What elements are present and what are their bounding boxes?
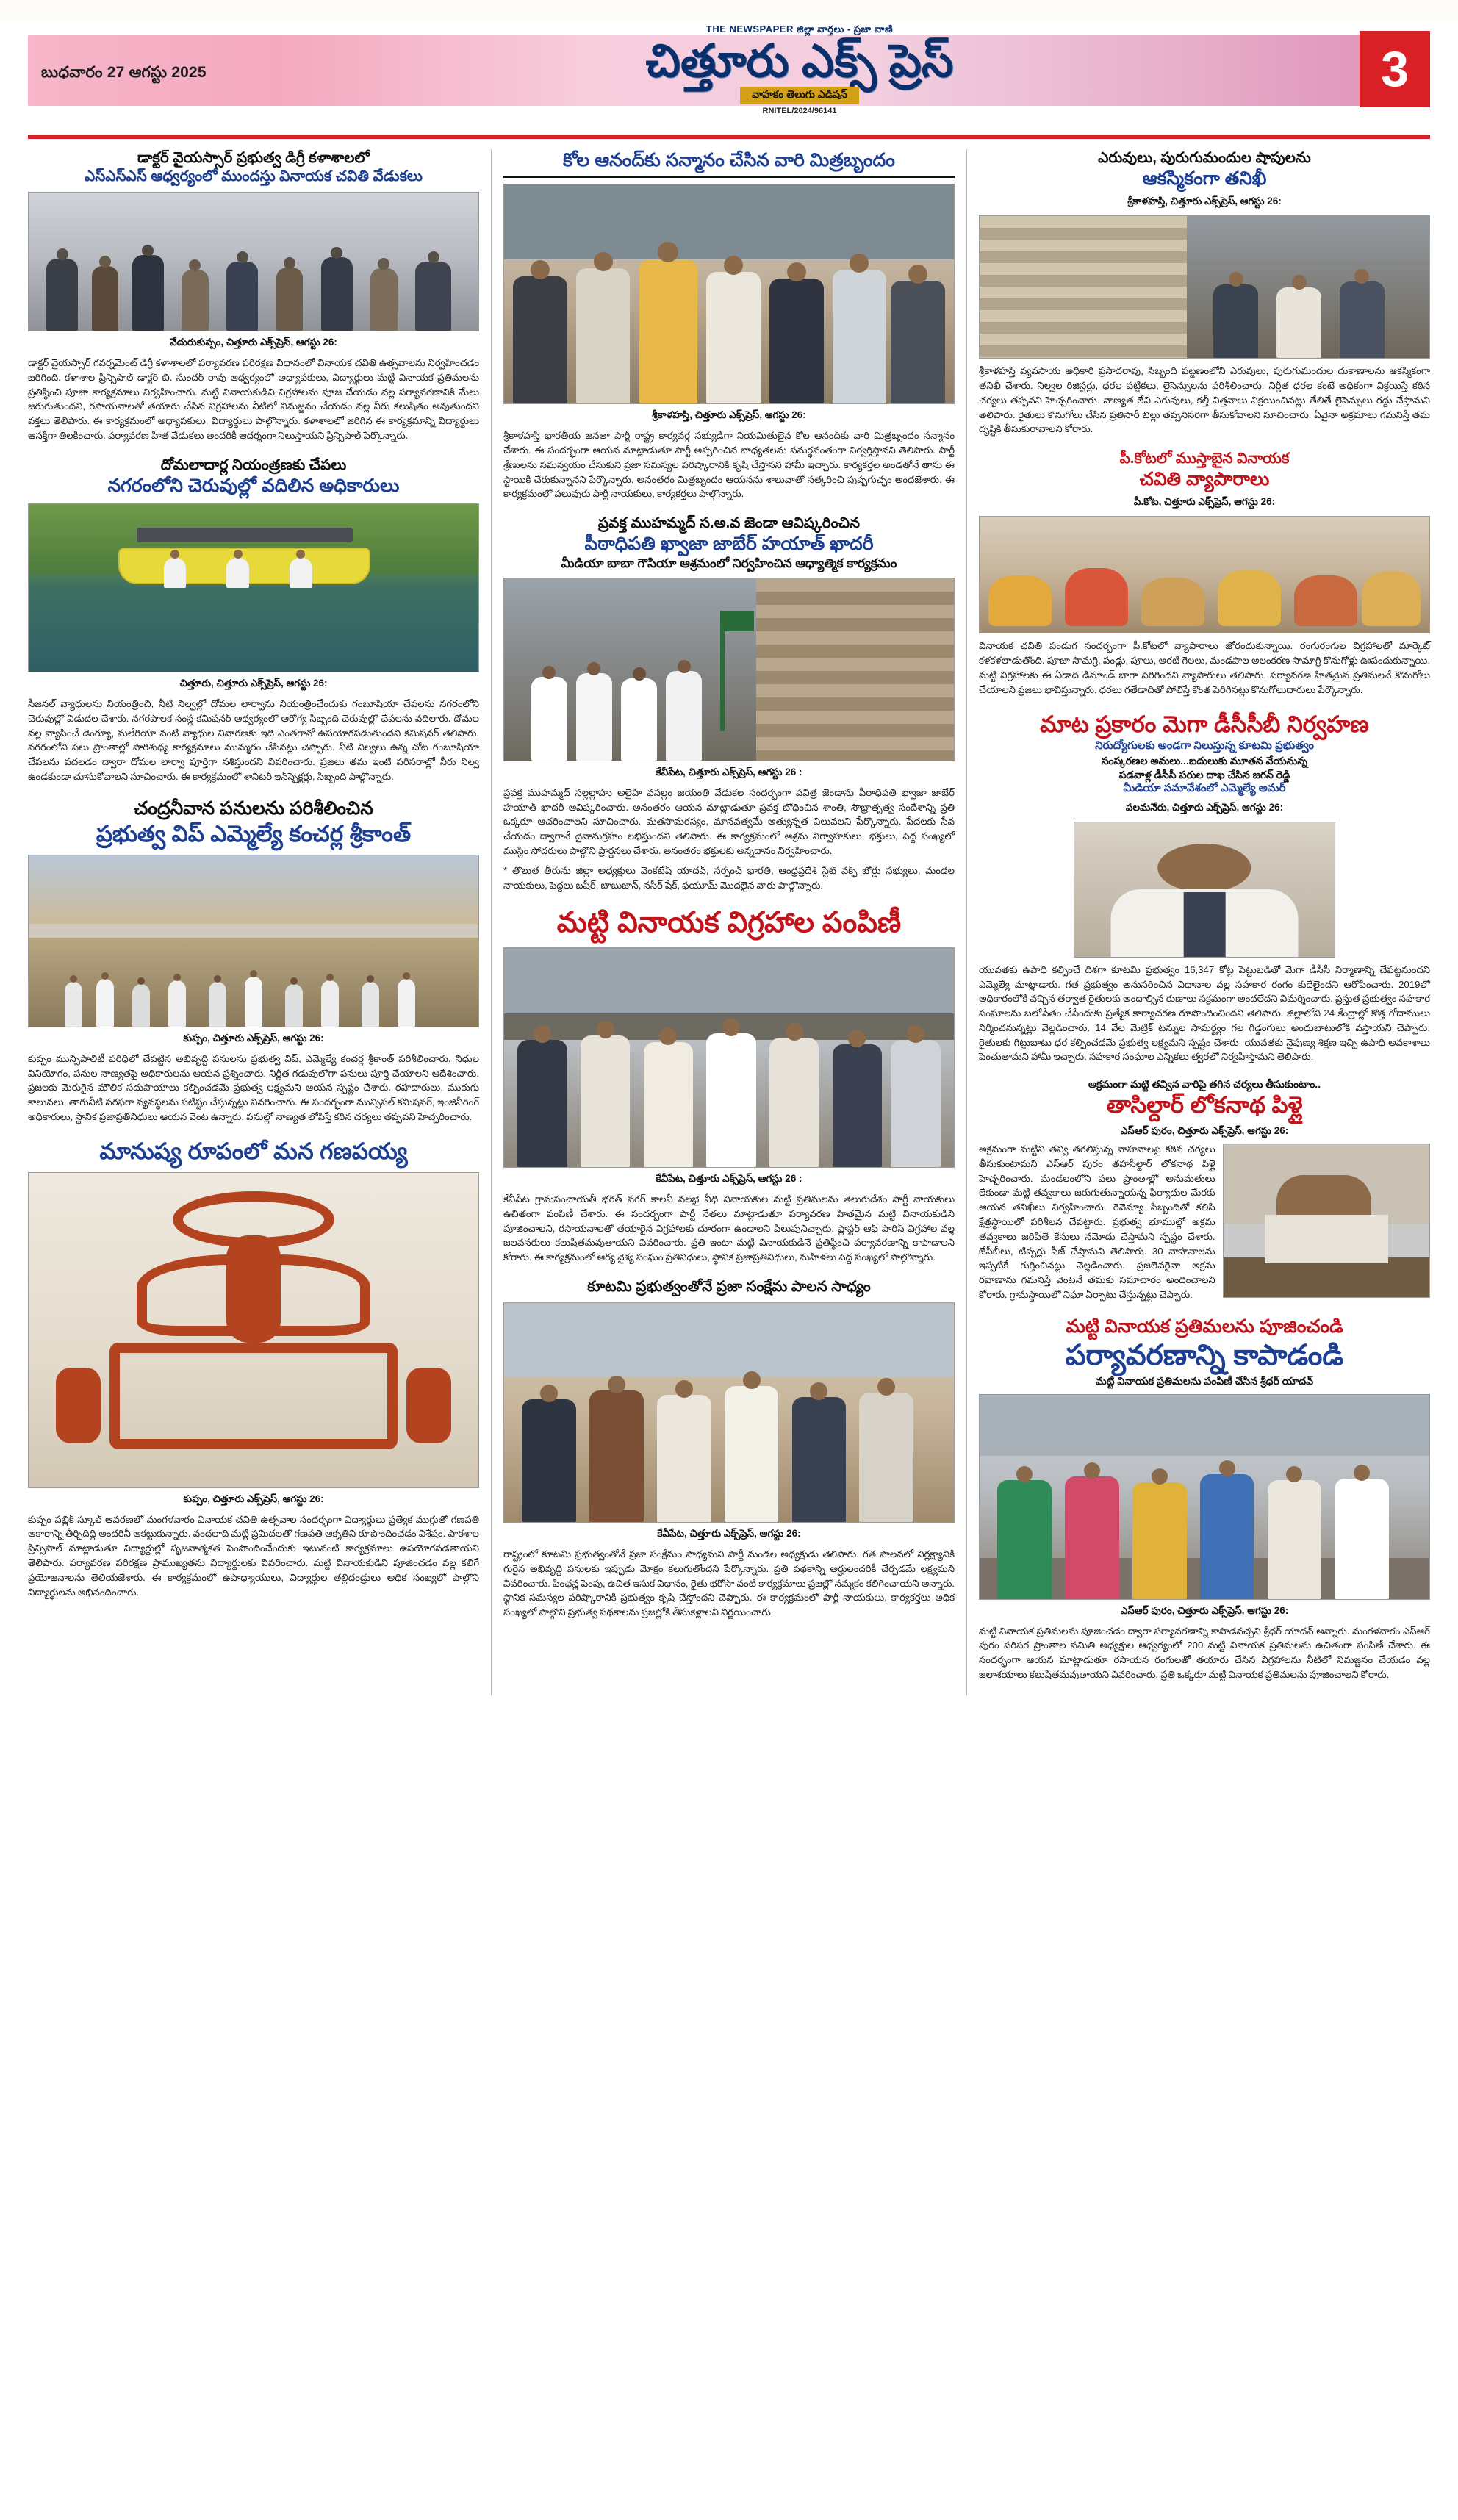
masthead: [28, 19, 1430, 129]
article-photo: [503, 578, 955, 761]
headline-line: దోమలాదార్ల నియంత్రణకు చేపలు: [160, 456, 347, 473]
headline-line: ఎరువులు, పురుగుమందుల షాపులను: [1098, 150, 1311, 166]
headline-line: పర్యావరణాన్ని కాపాడండి: [1065, 1339, 1344, 1371]
article-rangoli: [28, 1138, 479, 1600]
headline-line: మట్టి వినాయక విగ్రహాల పంపిణీ: [556, 907, 902, 939]
article-body: అక్రమంగా మట్టిని తవ్వి తరలిస్తున్న వాహనాలపై కఠిన చర్యలు తీసుకుంటామని ఎస్ఆర్ పురం తహసీల్దార్ లోకనాథ పిళ్లై హెచ్చరించారు. మండలంలోని పలు ప్రాంతాల్లో అనుమతులు లేకుండా మట్టి తవ్వకాలు జరుగుతున్నాయన్న ఫిర్యాదుల మేరకు ఆయన తనిఖీలు నిర్వహించారు. రెవెన్యూ సిబ్బందితో కలిసి క్షేత్రస్థాయిలో పరిశీలన చేపట్టారు. ప్రభుత్వ భూముల్లో అక్రమ తవ్వకాలు జరిపితే కేసులు నమోదు చేస్తామని స్పష్టం చేశారు. జేసీబీలు, టిప్పర్లు సీజ్ చేస్తామని తెలిపారు. 30 వాహనాలను ఇప్పటికే గుర్తించినట్లు వెల్లడించారు. ప్రజలెవరైనా అక్రమ రవాణాను గమనిస్తే వెంటనే తమకు సమాచారం అందించాలని కోరారు. గ్రామస్థాయిలో నిఘా ఏర్పాటు చేస్తున్నట్లు చెప్పారు.: [979, 1143, 1215, 1300]
article-body: శ్రీకాళహస్తి వ్యవసాయ అధికారి ప్రసాదరావు, సిబ్బంది పట్టణంలోని ఎరువులు, పురుగుమందుల దుకాణాలను ఆకస్మికంగా తనిఖీ చేశారు. నిల్వల రిజిస్టర్లు, ధరల పట్టికలు, లైసెన్సులను పరిశీలించారు. నిర్ణీత ధరల కంటే అధికంగా విక్రయిస్తే కఠిన చర్యలు తప్పవని హెచ్చరించారు. నాణ్యత లేని ఎరువులు, కల్తీ విత్తనాలు విక్రయించినట్లు తేలితే లైసెన్సులు రద్దు చేస్తామని తెలిపారు. రైతులు కొనుగోలు చేసిన ప్రతిసారీ బిల్లు తప్పనిసరిగా తీసుకోవాలని సూచించారు. ఏవైనా అక్రమాలు గమనిస్తే తమ దృష్టికి తీసుకురావాలని కోరారు.: [979, 365, 1431, 435]
page-number-badge: 3: [1360, 31, 1430, 107]
article-body: కుప్పం మున్సిపాలిటీ పరిధిలో చేపట్టిన అభివృద్ధి పనులను ప్రభుత్వ విప్, ఎమ్మెల్యే కంచర్ల శ్రీకాంత్ పరిశీలించారు. నిధుల వినియోగం, పనుల నాణ్యతపై అధికారులను ఆయన ప్రశ్నించారు. నిర్ణీత గడువులోగా పనులు పూర్తి చేయాలని ఆదేశించారు. ప్రజలకు మెరుగైన మౌలిక సదుపాయాలు కల్పించడమే ప్రభుత్వ లక్ష్యమని ఆయన స్పష్టం చేశారు. రహదారులు, మురుగు కాలువలు, తాగునీటి సరఫరా వ్యవస్థలను పటిష్టం చేస్తున్నట్లు వివరించారు. ఈ సందర్భంగా మున్సిపల్ కమిషనర్, ఇంజినీరింగ్ అధికారులు, స్థానిక ప్రజాప్రతినిధులు ఆయన వెంట ఉన్నారు. పనుల్లో నాణ్యత లోపిస్తే కఠిన చర్యలు తప్పవని హెచ్చరించారు.: [28, 1052, 480, 1122]
article-anand-felicitation: [503, 149, 955, 501]
masthead-kicker: THE NEWSPAPER జిల్లా వార్తలు - ప్రజా వాణి: [705, 24, 894, 35]
column-1: [28, 149, 479, 1695]
headline-rule: [503, 176, 955, 178]
column-divider: [966, 149, 967, 1695]
article-welfare: [503, 1278, 955, 1620]
headline-line: ఎస్ఎస్ఎస్ ఆధ్వర్యంలో ముందస్తు వినాయక చవితి వేడుకలు: [85, 168, 423, 184]
headline-subline: మీడియా బాబా గౌసియా ఆశ్రమంలో నిర్వహించిన ఆధ్యాత్మిక కార్యక్రమం: [561, 556, 897, 571]
newspaper-page: [0, 19, 1458, 2520]
article-body: యువతకు ఉపాధి కల్పించే దిశగా కూటమి ప్రభుత్వం 16,347 కోట్ల పెట్టుబడితో మెగా డీసీసీ నిర్మాణాన్ని చేపట్టనుందని ఎమ్మెల్యే మాట్లాడారు. గత ప్రభుత్వం అనుసరించిన విధానాల వల్ల సహకార రంగం కుదేలైందని ఆరోపించారు. 2019లో అధికారంలోకి వచ్చిన తర్వాత రైతులకు అందాల్సిన రుణాలు సక్రమంగా అందలేదని విమర్శించారు. ప్రస్తుత ప్రభుత్వం సహకార సంఘాలను బలోపేతం చేసేందుకు ప్రత్యేక కార్యాచరణ రూపొందించిందని తెలిపారు. జిల్లాలోని 24 కేంద్రాల్లో కొత్త గోదాములు నిర్మించనున్నట్లు వెల్లడించారు. 14 వేల మెట్రిక్ టన్నుల సామర్థ్యం గల గిడ్డంగులు అందుబాటులోకి వస్తాయని చెప్పారు. రైతులకు గిట్టుబాటు ధర కల్పించడమే ప్రభుత్వ లక్ష్యమని స్పష్టం చేశారు. యువతకు నైపుణ్య శిక్షణ ఇచ్చి ఉపాధి అవకాశాలు పెంచుతామని హామీ ఇచ్చారు. సహకార సంఘాల ఎన్నికలు త్వరలో నిర్వహిస్తామని తెలిపారు.: [979, 963, 1431, 1063]
article-body: వినాయక చవితి పండుగ సందర్భంగా పీ.కోటలో వ్యాపారాలు జోరందుకున్నాయి. రంగురంగుల విగ్రహాలతో మార్కెట్ కళకళలాడుతోంది. పూజా సామగ్రి, పండ్లు, పూలు, అరటి గెలలు, మండపాల అలంకరణ సామాగ్రి కొనుగోళ్లు ఊపందుకున్నాయి. మట్టి విగ్రహాలకు ఈ ఏడాది డిమాండ్ బాగా పెరిగిందని వ్యాపారులు తెలిపారు. పర్యావరణ హితమైన ప్రతిమలనే కొనుగోలు చేయాలని ప్రజలు భావిస్తున్నారు. ధరలు గతేడాదితో పోలిస్తే కొంత పెరిగినట్లు కొనుగోలుదారులు పేర్కొన్నారు.: [979, 640, 1431, 695]
headline-line: ప్రవక్త ముహమ్మద్ స.అ.వ జెండా ఆవిష్కరించిన: [597, 515, 861, 532]
article-pakota: [979, 450, 1430, 697]
article-photo: [28, 192, 479, 331]
article-photo: [28, 855, 479, 1027]
newspaper-title: చిత్తూరు ఎక్స్ ప్రెస్: [645, 36, 954, 87]
article-dateline: కుప్పం, చిత్తూరు ఎక్స్‌ప్రెస్, ఆగస్టు 26:: [183, 1493, 324, 1504]
article-dateline: ఎస్ఆర్ పురం, చిత్తూరు ఎక్స్‌ప్రెస్, ఆగస్టు 26:: [1120, 1604, 1289, 1616]
article-dateline: కుప్పం, చిత్తూరు ఎక్స్‌ప్రెస్, ఆగస్టు 26:: [183, 1032, 324, 1044]
article-body: సీజనల్ వ్యాధులను నియంత్రించి, నీటి నిల్వల్లో దోమల లార్వాను నియంత్రించేందుకు గంబూషియా చేపలను నగరంలోని చెరువుల్లో విడుదల చేశారు. నగరపాలక సంస్థ కమిషనర్ ఆధ్వర్యంలో ఆరోగ్య సిబ్బంది చెరువుల్లో చేపలను వదిలారు. దోమల వల్ల వ్యాపించే డెంగ్యూ, మలేరియా వంటి వ్యాధుల నివారణకు ఇది ఎంతగానో ఉపయోగపడుతుందని కమిషనర్ తెలిపారు. నగరంలోని పలు ప్రాంతాల్లో పారిశుధ్య కార్యక్రమాలు ముమ్మరం చేసినట్లు చెప్పారు. నీటి నిల్వలు ఉన్న చోట గంబూషియా చేపలను వదలడం ద్వారా దోమల లార్వా పూర్తిగా నశిస్తుందని వివరించారు. ప్రజలు తమ ఇంటి పరిసరాల్లో నీరు నిల్వ ఉండకుండా చూసుకోవాలని సూచించారు. ఈ కార్యక్రమంలో శానిటరీ ఇన్‌స్పెక్టర్లు, సిబ్బంది పాల్గొన్నారు.: [28, 698, 480, 783]
article-photo: [979, 1394, 1430, 1600]
article-body: రాష్ట్రంలో కూటమి ప్రభుత్వంతోనే ప్రజా సంక్షేమం సాధ్యమని పార్టీ మండల అధ్యక్షుడు తెలిపారు. గత పాలనలో నిర్లక్ష్యానికి గురైన అభివృద్ధి పనులకు ఇప్పుడు మోక్షం కలుగుతోందని పేర్కొన్నారు. ప్రతి పథకాన్ని అర్హులందరికీ చేర్చడమే లక్ష్యమని వివరించారు. పింఛన్ల పెంపు, ఉచిత ఇసుక విధానం, రైతు భరోసా వంటి కార్యక్రమాలు ప్రజల్లో నమ్మకం కలిగించాయని అన్నారు. స్థానిక సమస్యల పరిష్కారానికి ప్రభుత్వం కృషి చేస్తోందని చెప్పారు. ఈ కార్యక్రమంలో పార్టీ నాయకులు, కార్యకర్తలు అధిక సంఖ్యలో పాల్గొని ప్రభుత్వ పథకాలను ప్రజల్లోకి తీసుకెళ్లాలని నిర్ణయించారు.: [503, 1548, 955, 1618]
article-dateline: కేవీపేట, చిత్తూరు ఎక్స్‌ప్రెస్, ఆగస్టు 26 :: [656, 1173, 802, 1185]
headline-line: డాక్టర్ వైయస్సార్ ప్రభుత్వ డిగ్రీ కళాశాలలో: [137, 150, 370, 166]
article-photo: [28, 1172, 479, 1488]
headline-line: నగరంలోని చెరువుల్లో వదిలిన అధికారులు: [107, 475, 400, 496]
article-dateline: కేవీపేట, చిత్తూరు ఎక్స్‌ప్రెస్, ఆగస్టు 26 :: [656, 766, 802, 778]
article-boat: [28, 456, 479, 784]
article-photo-portrait: [1074, 822, 1335, 958]
headline-line: పీఠాధిపతి ఖ్వాజా జాబేర్ హయాత్ ఖాదరీ: [584, 534, 874, 555]
headline-subline: మట్టి వినాయక ప్రతిమలను పంపిణీ చేసిన శ్రీధర్ యాదవ్: [1095, 1374, 1314, 1387]
article-dateline: వేదురుకుప్పం, చిత్తూరు ఎక్స్‌ప్రెస్, ఆగస్టు 26:: [170, 337, 337, 348]
article-khadri: [503, 514, 955, 892]
headline-line: కోల ఆనంద్‌కు సన్మానం చేసిన వారి మిత్రబృందం: [563, 150, 895, 170]
article-photo: [28, 503, 479, 672]
article-photo: [1223, 1144, 1430, 1298]
article-dateline: చిత్తూరు, చిత్తూరు ఎక్స్‌ప్రెస్, ఆగస్టు 26:: [179, 678, 328, 689]
article-environment: [979, 1315, 1430, 1682]
masthead-registration: RNITEL/2024/96141: [762, 107, 837, 116]
headline-line: మట్టి వినాయక ప్రతిమలను పూజించండి: [1066, 1315, 1343, 1337]
column-2: [503, 149, 955, 1695]
columns-container: [28, 149, 1430, 1695]
masthead-divider: [28, 135, 1430, 139]
headline-subline: మీడియా సమావేశంలో ఎమ్మెల్యే అమర్: [1123, 782, 1286, 795]
headline-subline: సంస్కరణల అమలు...బదులుకు మూతన వేయనున్న: [1101, 754, 1308, 767]
article-body: డాక్టర్ వైయస్సార్ గవర్నమెంట్ డిగ్రీ కళాశాలలో పర్యావరణ పరిరక్షణ విధానంలో వినాయక చవితి ఉత్సవాలను నిర్వహించడం జరిగింది. కళాశాల ప్రిన్సిపాల్ డాక్టర్ బి. సుందర్ రావు ఆధ్వర్యంలో అధ్యాపకులు, విద్యార్థులు మట్టి వినాయక ప్రతిమలను ప్రతిష్ఠించి పూజా కార్యక్రమాలు నిర్వహించారు. మట్టి వినాయకుడిని విగ్రహాలను పూజ చేయడం వల్ల పర్యావరణానికి మేలు జరుగుతుందని, రసాయనాలతో తయారు చేసిన విగ్రహాలను నీటిలో నిమజ్జనం చేయడం వల్ల నీరు కలుషితం అవుతుందని వక్తలు తెలిపారు. ఈ కార్యక్రమంలో అధ్యాపకులు, విద్యార్థులు పాల్గొన్నారు. కళాశాలలో జరిగిన ఈ కార్యక్రమాన్ని విద్యార్థులు ఆసక్తిగా తిలకించారు. పర్యావరణ హిత వేడుకలు అందరికీ ఆదర్శంగా నిలుస్తాయని ప్రిన్సిపాల్ పేర్కొన్నారు.: [28, 357, 480, 441]
article-mla-inspection: [28, 797, 479, 1124]
headline-line: పీ.కోటలో ముస్తాబైన వినాయక: [1119, 450, 1290, 467]
headline-line: చవితి వ్యాపారాలు: [1139, 469, 1270, 490]
article-photo: [979, 516, 1430, 633]
article-dateline: పలమనేరు, చిత్తూరు ఎక్స్‌ప్రెస్, ఆగస్టు 26:: [1125, 801, 1284, 813]
article-clay-idols: [503, 905, 955, 1265]
article-photo: [503, 184, 955, 404]
headline-line: మానుష్య రూపంలో మన గణపయ్య: [99, 1138, 408, 1164]
headline-subline: పడవాళ్ల డీసీసీ పరుల దాఖ చేసిన జగన్ రెడ్డి: [1118, 768, 1290, 780]
article-photo: [979, 215, 1430, 359]
article-photo: [503, 1302, 955, 1523]
article-fertilizer-shops: [979, 149, 1430, 437]
article-ssn-vinayaka: [28, 149, 479, 443]
article-dateline: కేవీపేట, చిత్తూరు ఎక్స్‌ప్రెస్, ఆగస్టు 26:: [657, 1528, 801, 1540]
article-dateline: ఎస్ఆర్ పురం, చిత్తూరు ఎక్స్‌ప్రెస్, ఆగస్టు 26:: [1120, 1124, 1289, 1136]
article-tahsildar: [979, 1077, 1430, 1302]
headline-line: మాట ప్రకారం మెగా డీసీసీబీ నిర్వహణ: [1040, 711, 1369, 737]
article-footnote: * తొలుత తీరును జిల్లా అధ్యక్షులు వెంకటేష్ యాదవ్, సర్పంచ్ భారతి, ఆంధ్రప్రదేశ్ స్టేట్ వక్ఫ్ బోర్డు సభ్యులు, మండల నాయకులు, పెద్దలు బషీర్, బాబుజాన్, నసీర్ షేక్, ఫయూమ్ మొదలైన వారు పాల్గొన్నారు.: [503, 864, 955, 891]
article-photo: [503, 947, 955, 1168]
headline-line: చంద్రనీవాన పనులను పరిశీలించిన: [134, 797, 373, 819]
masthead-ribbon: వాహకం తెలుగు ఎడిషన్: [740, 87, 859, 104]
headline-subline: అక్రమంగా మట్టి తవ్విన వారిపై తగిన చర్యలు తీసుకుంటాం..: [1088, 1078, 1321, 1091]
masthead-title-block: [506, 24, 1094, 115]
headline-subline: నిరుద్యోగులకు అండగా నిలుస్తున్న కూటమి ప్రభుత్వం: [1095, 739, 1314, 753]
headline-line: ఆకస్మికంగా తనిఖీ: [1142, 168, 1267, 189]
article-body: శ్రీకాళహస్తి భారతీయ జనతా పార్టీ రాష్ట్ర కార్యవర్గ సభ్యుడిగా నియమితులైన కోల ఆనంద్‌కు వారి మిత్రబృందం సన్మానం చేశారు. ఈ సందర్భంగా ఆయన మాట్లాడుతూ పార్టీ అప్పగించిన బాధ్యతలను సమర్థవంతంగా నిర్వర్తిస్తానని తెలిపారు. పార్టీ శ్రేణులను సమన్వయం చేసుకుని ప్రజా సమస్యల పరిష్కారానికి కృషి చేస్తానని హామీ ఇచ్చారు. కార్యకర్తల అండతోనే తాను ఈ స్థాయికి చేరుకున్నానని పేర్కొన్నారు. అనంతరం మిత్రబృందం ఆయనను శాలువాతో సత్కరించి పుష్పగుచ్ఛం అందజేశారు. ఈ కార్యక్రమంలో పలువురు పార్టీ నాయకులు, కార్యకర్తలు పాల్గొన్నారు.: [503, 430, 955, 500]
article-body: ప్రవక్త ముహమ్మద్ సల్లల్లాహు అలైహి వసల్లం జయంతి వేడుకల సందర్భంగా పవిత్ర జెండాను పీఠాధిపతి ఖ్వాజా జాబేర్ హయాత్ ఖాదరీ ఆవిష్కరించారు. అనంతరం ఆయన మాట్లాడుతూ ప్రవక్త బోధించిన శాంతి, సౌభ్రాతృత్వ సందేశాన్ని ప్రతి ఒక్కరూ ఆచరించాలని సూచించారు. మతసామరస్యం, మానవత్వమే అత్యున్నత విలువలని పేర్కొన్నారు. పేదలకు సేవ చేయడం ద్వారానే దైవానుగ్రహం లభిస్తుందని తెలిపారు. ఈ కార్యక్రమంలో ఆశ్రమ నిర్వాహకులు, భక్తులు, పెద్ద సంఖ్యలో ముస్లిం సోదరులు పాల్గొని ప్రార్థనలు చేశారు. అనంతరం భక్తులకు అన్నదానం నిర్వహించారు.: [503, 786, 955, 856]
headline-line: తాసిల్దార్ లోకనాథ పిళ్లై: [1106, 1092, 1303, 1119]
article-dateline: శ్రీకాళహస్తి, చిత్తూరు ఎక్స్‌ప్రెస్, ఆగస్టు 26:: [652, 409, 806, 421]
headline-line: ప్రభుత్వ విప్ ఎమ్మెల్యే కంచర్ల శ్రీకాంత్: [96, 821, 412, 847]
article-dateline: పీ.కోట, చిత్తూరు ఎక్స్‌ప్రెస్, ఆగస్టు 26:: [1133, 496, 1276, 508]
article-body: కేవీపేట గ్రామపంచాయతీ భరత్ నగర్ కాలనీ నలభై వీధి వినాయకుల మట్టి ప్రతిమలను తెలుగుదేశం పార్టీ నాయకులు ఉచితంగా పంపిణీ చేశారు. ఈ సందర్భంగా పార్టీ నేతలు మాట్లాడుతూ పర్యావరణ హితమైన మట్టి వినాయకుడిని పూజించాలని, రసాయనాలతో తయారైన విగ్రహాలకు దూరంగా ఉండాలని పిలుపునిచ్చారు. ప్లాస్టర్ ఆఫ్ పారిస్ విగ్రహాల వల్ల జలవనరులు కలుషితమవుతాయని వివరించారు. ప్రతి ఇంటా మట్టి వినాయకుడినే ప్రతిష్ఠించి పర్యావరణాన్ని కాపాడాలని కోరారు. ఈ కార్యక్రమంలో ఆర్య వైశ్య సంఘం ప్రతినిధులు, స్థానిక ప్రజాప్రతినిధులు, మహిళలు పెద్ద సంఖ్యలో పాల్గొన్నారు.: [503, 1193, 955, 1263]
article-dateline: శ్రీకాళహస్తి, చిత్తూరు ఎక్స్‌ప్రెస్, ఆగస్టు 26:: [1127, 195, 1282, 207]
column-3: [979, 149, 1430, 1695]
masthead-date: బుధవారం 27 ఆగస్టు 2025: [41, 63, 207, 81]
headline-line: కూటమి ప్రభుత్వంతోనే ప్రజా సంక్షేమ పాలన సాధ్యం: [587, 1279, 871, 1296]
column-divider: [491, 149, 492, 1695]
article-body: కుప్పం పబ్లిక్ స్కూల్ ఆవరణలో మంగళవారం వినాయక చవితి ఉత్సవాల సందర్భంగా విద్యార్థులు ప్రత్యేక ముగ్గుతో గణపతి ఆకారాన్ని తీర్చిదిద్ది అందరినీ ఆకట్టుకున్నారు. వందలాది మట్టి ప్రమిదలతో గణపతి ఆకృతిని రూపొందించడం విశేషం. పాఠశాల ప్రిన్సిపాల్ మాట్లాడుతూ విద్యార్థుల్లో సృజనాత్మకత పెంపొందించేందుకు ఇటువంటి కార్యక్రమాలు ఉపయోగపడతాయని తెలిపారు. పర్యావరణ పరిరక్షణ ప్రాముఖ్యతను విద్యార్థులకు వివరించారు. మట్టి వినాయకుడిని పూజించడం వల్ల కలిగే ప్రయోజనాలను తెలియజేశారు. ఈ కార్యక్రమంలో ఉపాధ్యాయులు, విద్యార్థుల తల్లిదండ్రులు అధిక సంఖ్యలో పాల్గొని విద్యార్థులను అభినందించారు.: [28, 1513, 480, 1598]
article-dcms: [979, 711, 1430, 1065]
article-body: మట్టి వినాయక ప్రతిమలను పూజించడం ద్వారా పర్యావరణాన్ని కాపాడవచ్చని శ్రీధర్ యాదవ్ అన్నారు. మంగళవారం ఎస్ఆర్ పురం పరిసర ప్రాంతాల సమితి అధ్యక్షుల ఆధ్వర్యంలో 200 మట్టి వినాయక ప్రతిమలను ఉచితంగా పంపిణీ చేశారు. ఈ సందర్భంగా ఆయన మాట్లాడుతూ రసాయన రంగులతో తయారు చేసిన విగ్రహాలను నీటిలో నిమజ్జనం చేయడం వల్ల జలాశయాలు కలుషితమవుతాయని వివరించారు. ప్రతి ఒక్కరూ మట్టి వినాయక ప్రతిమలను పూజించాలని కోరారు.: [979, 1625, 1431, 1680]
